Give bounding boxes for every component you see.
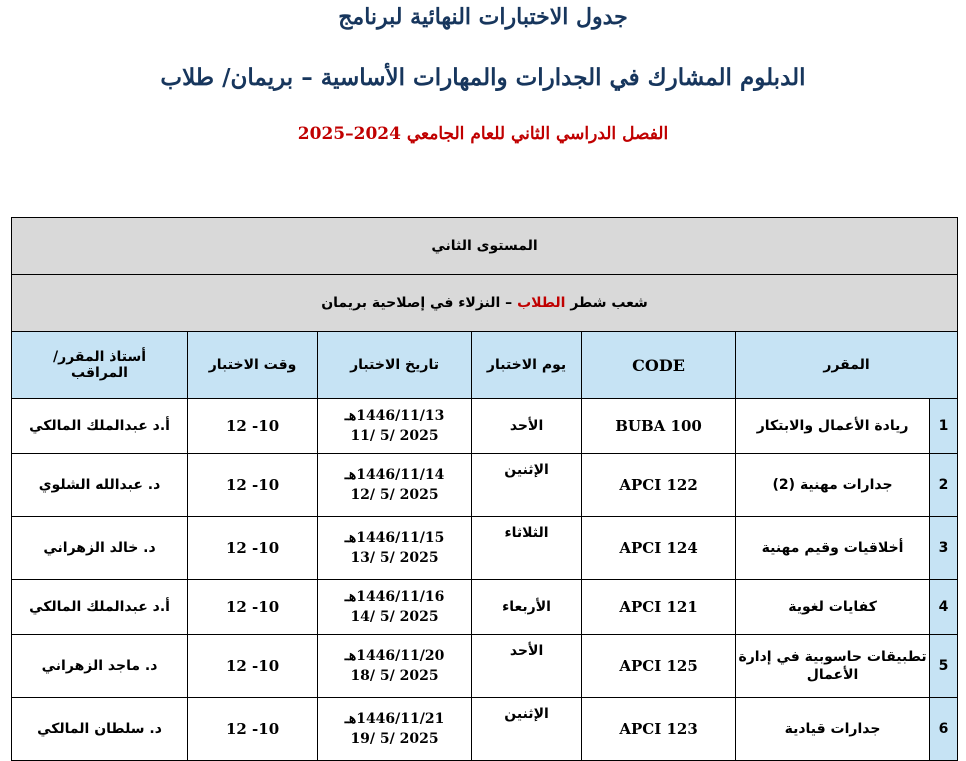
- course-code: BUBA 100: [582, 399, 736, 454]
- col-instructor-line1: أستاذ المقرر/: [53, 349, 147, 365]
- exam-date-gregorian: 2025 /5 /13: [350, 550, 439, 566]
- exam-date-gregorian: 2025 /5 /12: [350, 487, 439, 503]
- col-instructor: [12, 332, 188, 399]
- course-name: تطبيقات حاسوبية في إدارة الأعمال: [736, 635, 930, 698]
- course-name: جدارات مهنية (2): [736, 454, 930, 517]
- instructor: د. عبدالله الشلوي: [12, 454, 188, 517]
- exam-date: [318, 635, 472, 698]
- exam-date-hijri: 1446/11/20هـ: [344, 648, 445, 664]
- table-row: [12, 580, 958, 635]
- exam-date: [318, 517, 472, 580]
- course-name: أخلاقيات وقيم مهنية: [736, 517, 930, 580]
- row-number: 2: [930, 454, 958, 517]
- course-code: APCI 124: [582, 517, 736, 580]
- col-date: تاريخ الاختبار: [318, 332, 472, 399]
- section-header: [12, 275, 958, 332]
- col-instructor-line2: المراقب: [71, 365, 128, 381]
- exam-time: 10- 12: [188, 698, 318, 761]
- section-suffix: – النزلاء في إصلاحية بريمان: [321, 295, 513, 311]
- course-code: APCI 123: [582, 698, 736, 761]
- exam-day: الأربعاء: [472, 580, 582, 635]
- row-number: 5: [930, 635, 958, 698]
- exam-date-gregorian: 2025 /5 /14: [350, 609, 439, 625]
- instructor: د. ماجد الزهراني: [12, 635, 188, 698]
- exam-date-hijri: 1446/11/15هـ: [344, 530, 445, 546]
- exam-date-gregorian: 2025 /5 /19: [350, 731, 439, 747]
- exam-time: 10- 12: [188, 635, 318, 698]
- course-code: APCI 125: [582, 635, 736, 698]
- exam-date-gregorian: 2025 /5 /11: [350, 428, 439, 444]
- exam-date: [318, 399, 472, 454]
- col-course: المقرر: [736, 332, 958, 399]
- exam-day: الإثنين: [472, 698, 582, 761]
- exam-date-hijri: 1446/11/16هـ: [344, 589, 445, 605]
- row-number: 3: [930, 517, 958, 580]
- row-number: 4: [930, 580, 958, 635]
- level-label: المستوى الثاني: [431, 238, 538, 254]
- course-name: جدارات قيادية: [736, 698, 930, 761]
- col-time: وقت الاختبار: [188, 332, 318, 399]
- table-row: [12, 399, 958, 454]
- exam-time: 10- 12: [188, 517, 318, 580]
- program-title: الدبلوم المشارك في الجدارات والمهارات الأساسية – بريمان/ طلاب: [160, 64, 806, 91]
- row-number: 1: [930, 399, 958, 454]
- exam-day: الأحد: [472, 635, 582, 698]
- exam-date: [318, 698, 472, 761]
- table-row: [12, 698, 958, 761]
- exam-schedule-table: [11, 217, 958, 761]
- exam-date-hijri: 1446/11/21هـ: [344, 711, 445, 727]
- exam-date-gregorian: 2025 /5 /18: [350, 668, 439, 684]
- instructor: أ.د عبدالملك المالكي: [12, 399, 188, 454]
- level-header: [12, 218, 958, 275]
- exam-day: الإثنين: [472, 454, 582, 517]
- exam-date: [318, 580, 472, 635]
- table-row: [12, 517, 958, 580]
- instructor: د. سلطان المالكي: [12, 698, 188, 761]
- instructor: د. خالد الزهراني: [12, 517, 188, 580]
- course-name: ريادة الأعمال والابتكار: [736, 399, 930, 454]
- course-name: كفايات لغوية: [736, 580, 930, 635]
- column-header-row: [12, 332, 958, 399]
- exam-date-hijri: 1446/11/14هـ: [344, 467, 445, 483]
- instructor: أ.د عبدالملك المالكي: [12, 580, 188, 635]
- col-code: CODE: [582, 332, 736, 399]
- exam-time: 10- 12: [188, 580, 318, 635]
- table-row: [12, 454, 958, 517]
- semester-title: الفصل الدراسي الثاني للعام الجامعي 2024–2025: [297, 124, 669, 144]
- section-highlight: الطلاب: [517, 295, 566, 311]
- exam-day: الأحد: [472, 399, 582, 454]
- document-title: جدول الاختبارات النهائية لبرنامج: [338, 4, 628, 30]
- exam-time: 10- 12: [188, 454, 318, 517]
- exam-date-hijri: 1446/11/13هـ: [344, 408, 445, 424]
- exam-date: [318, 454, 472, 517]
- course-code: APCI 121: [582, 580, 736, 635]
- row-number: 6: [930, 698, 958, 761]
- col-day: يوم الاختبار: [472, 332, 582, 399]
- course-code: APCI 122: [582, 454, 736, 517]
- exam-day: الثلاثاء: [472, 517, 582, 580]
- section-prefix: شعب شطر: [570, 295, 648, 311]
- table-row: [12, 635, 958, 698]
- exam-time: 10- 12: [188, 399, 318, 454]
